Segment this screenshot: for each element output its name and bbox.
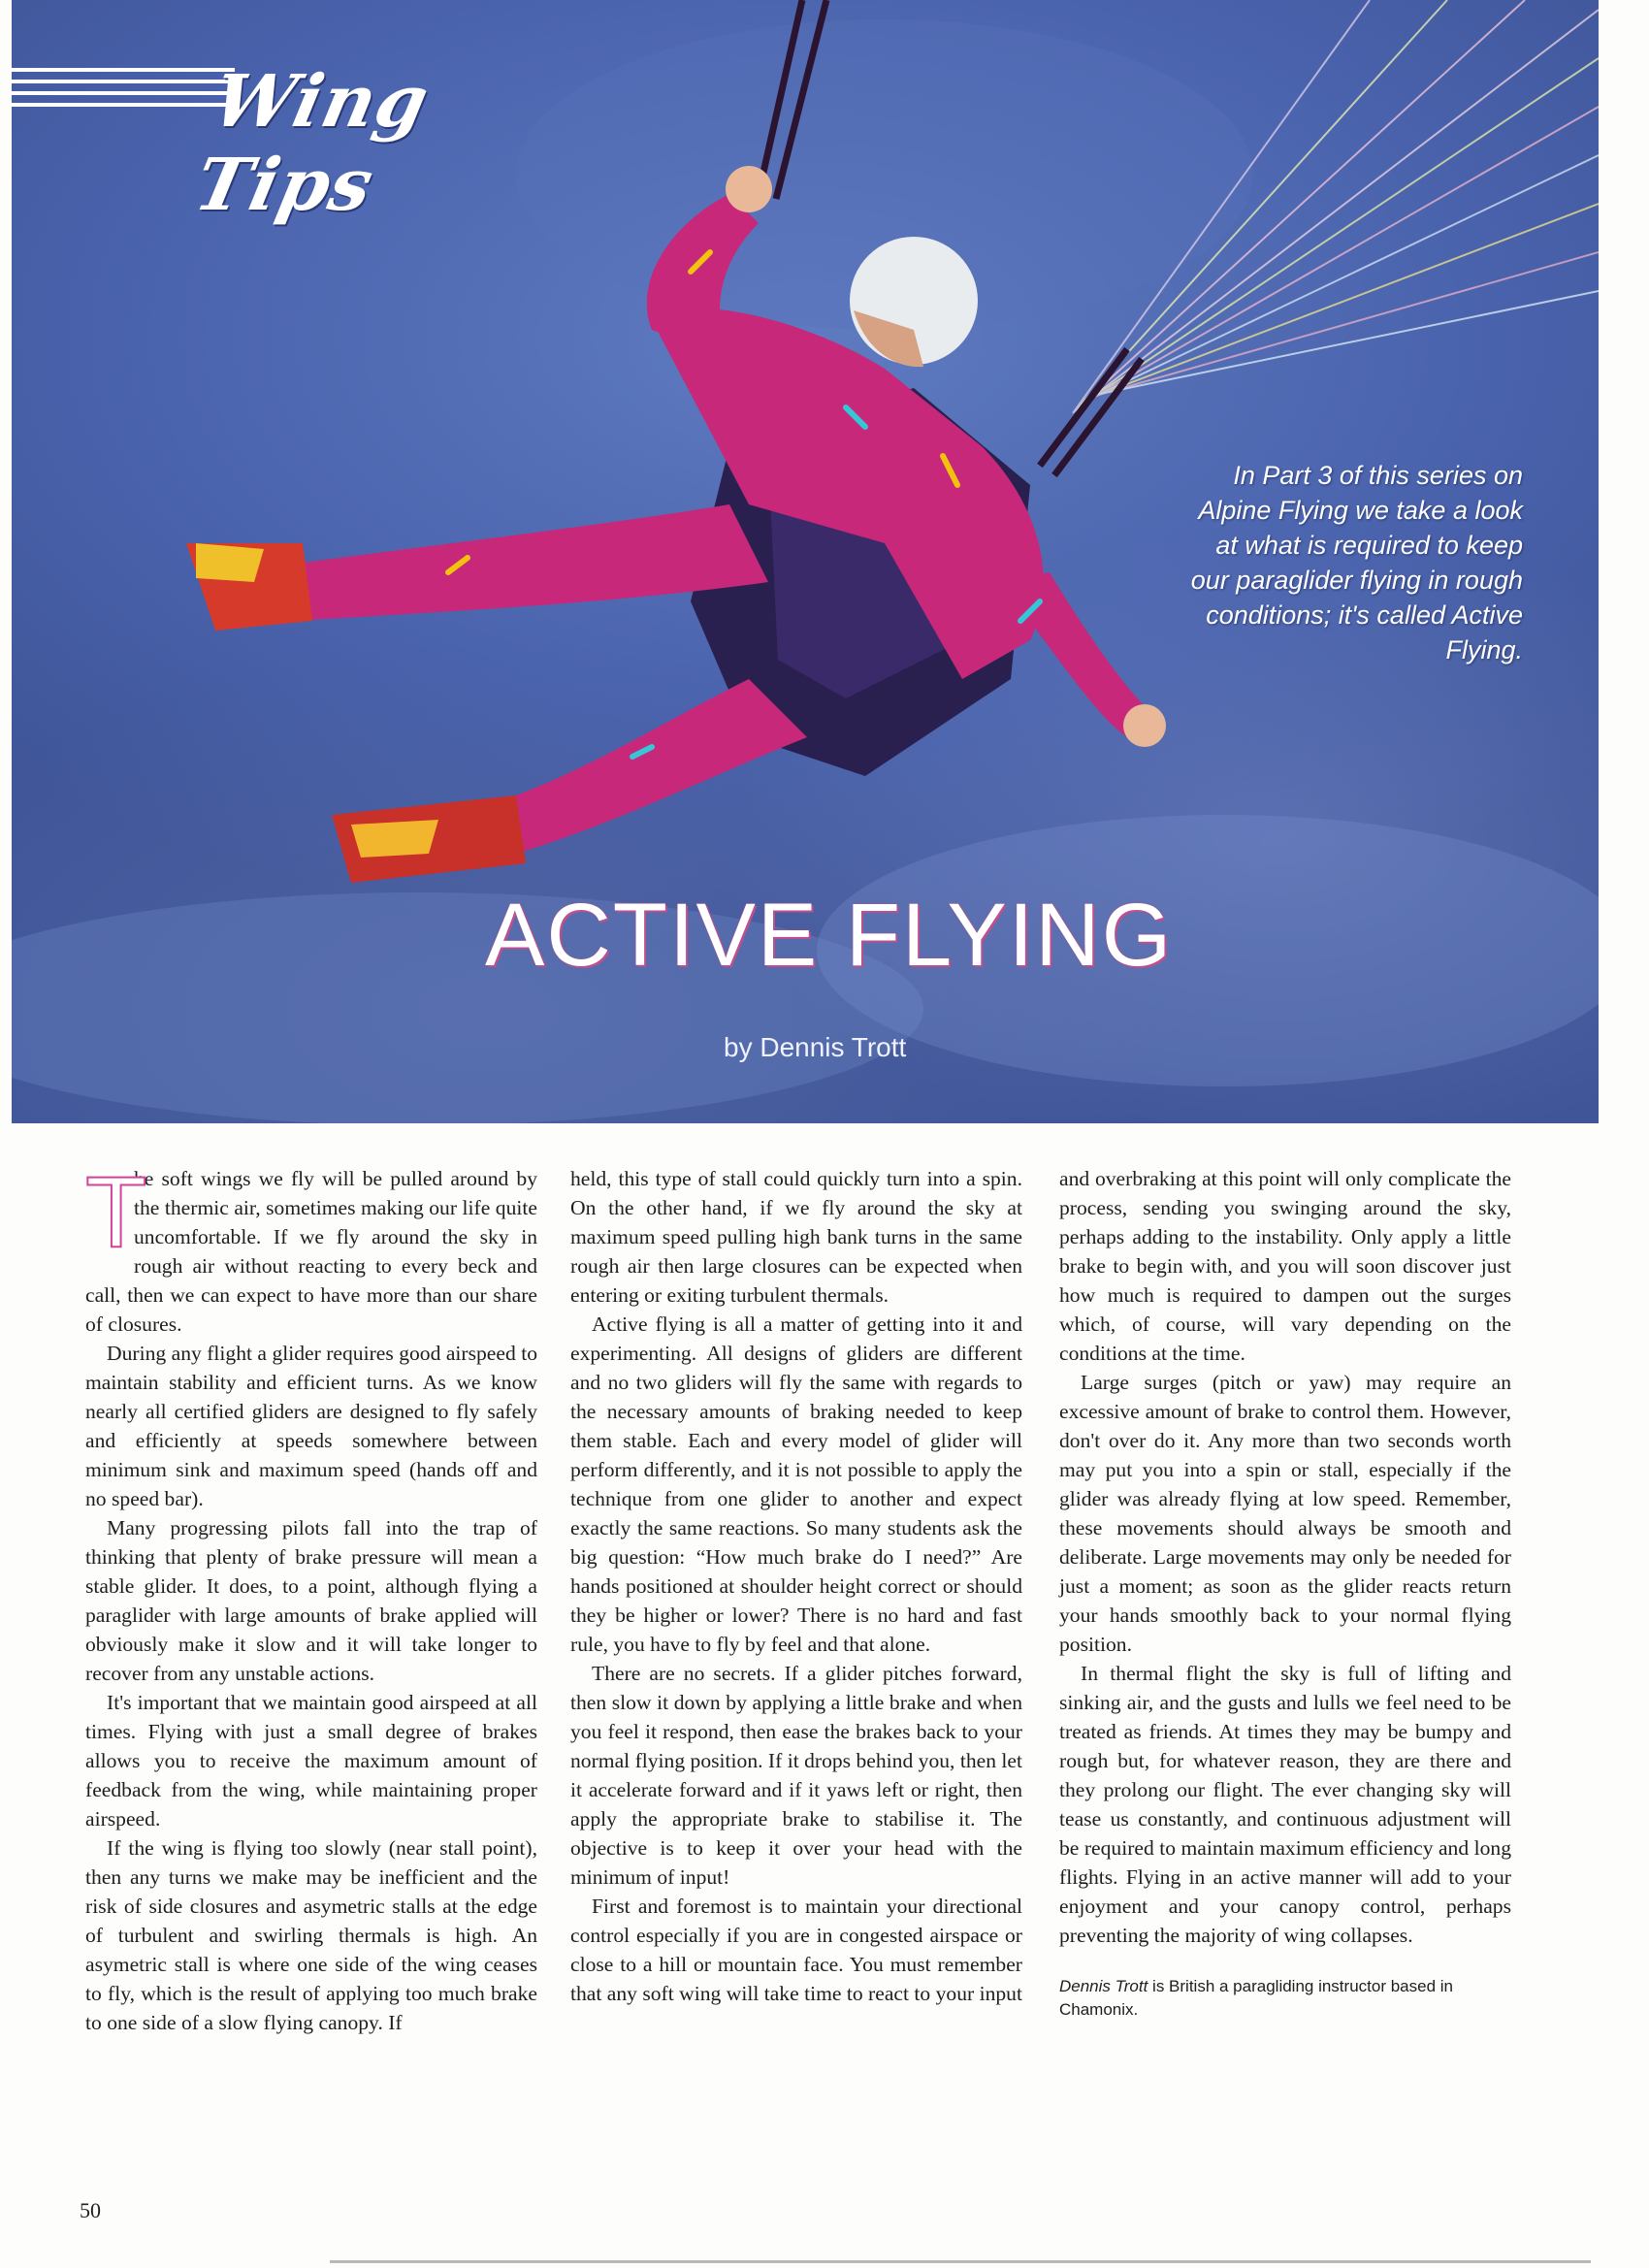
headline: ACTIVE FLYING xyxy=(485,886,1174,985)
author-bio-text: is British a paragliding instructor based in Chamonix. xyxy=(1059,1977,1453,2019)
standfirst: In Part 3 of this series on Alpine Flying we take a look at what is required to keep our paraglider flying in rough conditions; it's called Active Flying. xyxy=(1190,461,1523,664)
section-title: Wing Tips xyxy=(187,60,436,227)
section-tag xyxy=(12,50,555,227)
page-number: 50 xyxy=(80,2198,101,2222)
paragraph: Many progressing pilots fall into the trap of thinking that plenty of brake pressure will mean a stable glider. It does, to a point, although flying a paraglider with large amounts of brake applied will obviously make it slow and it will take longer to recover from any unstable actions. xyxy=(85,1516,537,1685)
article-body xyxy=(85,1156,1511,2134)
paragraph: During any flight a glider requires good airspeed to maintain stability and efficient turns. As we know nearly all certified gliders are designed to fly safely and efficiently at speeds somewhere between minimum sink and maximum speed (hands off and no speed bar). xyxy=(85,1342,537,1510)
paragraph: In thermal flight the sky is full of lifting and sinking air, and the gusts and lulls we feel need to be treated as friends. At times they may be bumpy and rough but, for whatever reason, they are there and they prolong our flight. The ever changing sky will tease us constantly, and continuous adjustment will be required to maintain maximum efficiency and long flights. Flying in an active manner will add to your enjoyment and your canopy control, perhaps preventing the majority of wing collapses. xyxy=(1059,1662,1511,1947)
byline: by Dennis Trott xyxy=(724,1032,907,1062)
paragraph: First and foremost is to maintain your directional control especially if you are in congested airspace or close to a hill or mountain face. You must remember that any soft wing will take time to react to your input xyxy=(570,1895,1022,2005)
paragraph: Active flying is all a matter of getting into it and experimenting. All designs of gliders are different and no two gliders will fly the same with regards to the necessary amounts of braking needed to keep them stable. Each and every model of glider will perform differently, and it is not possible to apply the technique from one glider to another and expect exactly the same reactions. So many students ask the big question: “How much brake do I need?” Are hands positioned at shoulder height correct or should they be higher or lower? There is no hard and fast rule, you have to fly by feel and that alone. xyxy=(570,1312,1022,1656)
paragraph: T he soft wings we fly will be pulled around by the thermic air, sometimes making our life quite uncomfortable. If we fly around the sky in rough air without reacting to every beck and call, then we can expect to have more than our share of closures. xyxy=(85,1156,537,1336)
paragraph: If the wing is flying too slowly (near stall point), then any turns we make may be inefficient and the risk of side closures and asymetric stalls at the edge of turbulent and swirling thermals is high. An asymetric stall is where one side of the wing ceases to fly, which is the result of applying too much brake to one side of a slow flying canopy. If xyxy=(85,1836,537,2034)
paragraph: There are no secrets. If a glider pitches forward, then slow it down by applying a little brake and when you feel it respond, then ease the brakes back to your normal flying position. If it drops behind you, then let it accelerate forward and if it yaws left or right, then apply the appropriate brake to stabilise it. The objective is to keep it over your head with the minimum of input! xyxy=(570,1662,1023,1889)
paragraph: Large surges (pitch or yaw) may require an excessive amount of brake to control them. However, don't over do it. Any more than two seconds worth may put you into a spin or stall, especially if the glider was already flying at low speed. Remember, these movements should always be smooth and deliberate. Large movements may only be needed for just a moment; as soon as the glider reacts return your hands smoothly back to your normal flying position. xyxy=(1059,1371,1511,1656)
column-1 xyxy=(85,1156,537,2037)
column-2 xyxy=(570,1164,1022,2008)
author-name: Dennis Trott xyxy=(1059,1977,1148,1995)
paragraph: and overbraking at this point will only complicate the process, sending you swinging around the sky, perhaps adding to the instability. Only apply a little brake to begin with, and you will soon discover just how much is required to dampen out the surges which, of course, will vary depending on the conditions at the time. xyxy=(1059,1167,1511,1365)
drop-cap: T xyxy=(85,1156,147,1269)
scan-edge xyxy=(330,2260,1591,2263)
hero-photo xyxy=(12,0,1599,1123)
column-3 xyxy=(1059,1164,1511,2022)
author-bio xyxy=(1059,1975,1511,2022)
paragraph: held, this type of stall could quickly turn into a spin. On the other hand, if we fly around the sky at maximum speed pulling high bank turns in the same rough air then large closures can be expected when entering or exiting turbulent thermals. xyxy=(570,1167,1022,1307)
paragraph: It's important that we maintain good airspeed at all times. Flying with just a small degree of brakes allows you to receive the maximum amount of feedback from the wing, while maintaining proper airspeed. xyxy=(85,1691,537,1831)
